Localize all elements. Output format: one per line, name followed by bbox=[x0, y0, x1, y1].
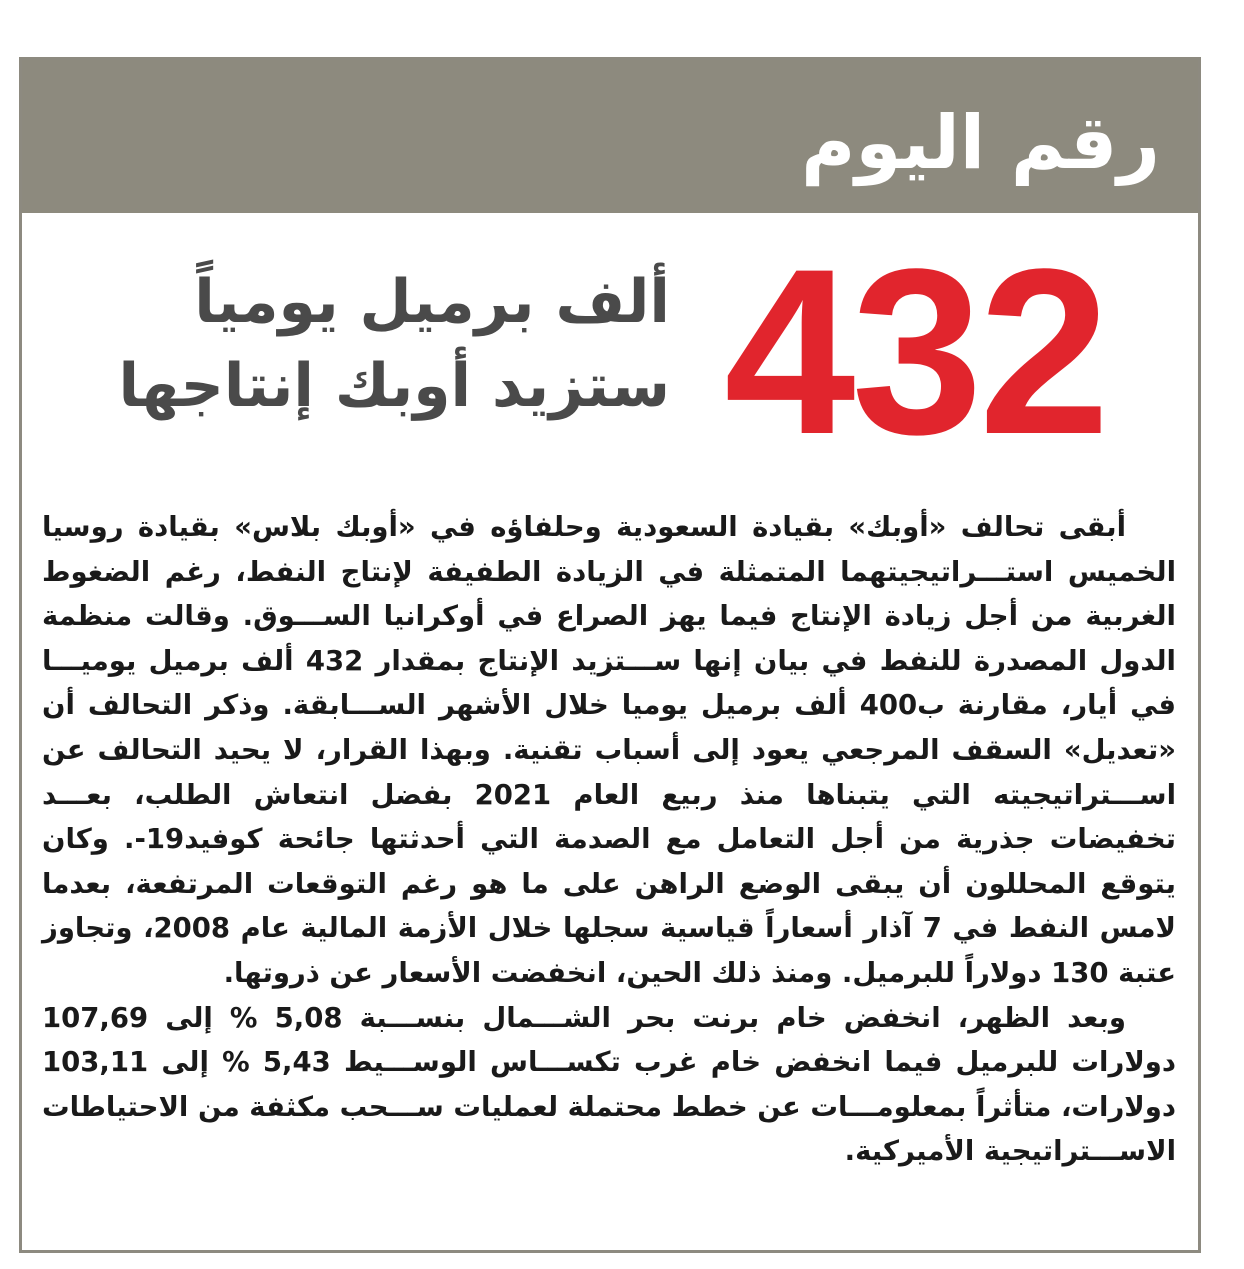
headline-number: 432 bbox=[724, 220, 1106, 484]
article-box bbox=[19, 57, 1201, 1253]
headline-line-2: ستزيد أوبك إنتاجها bbox=[118, 351, 670, 421]
article-body bbox=[42, 505, 1176, 1174]
body-paragraph-1: أبقى تحالف «أوبك» بقيادة السعودية وحلفاؤه في «أوبك بلاس» بقيادة روسيا الخميس استـــراتيجيتهما المتمثلة في الزيادة الطفيفة لإنتاج النفط، رغم الضغوط الغربية من أجل زيادة الإنتاج فيما يهز الصراع في أوكرانيا الســـوق. وقالت منظمة الدول المصدرة للنفط في بيان إنها ســـتزيد الإنتاج بمقدار 432 ألف برميل يوميـــا في أيار، مقارنة ب400 ألف برميل يوميا خلال الأشهر الســـابقة. وذكر التحالف أن «تعديل» السقف المرجعي يعود إلى أسباب تقنية. وبهذا القرار، لا يحيد التحالف عن اســـتراتيجيته التي يتبناها منذ ربيع العام 2021 بفضل انتعاش الطلب، بعـــد تخفيضات جذرية من أجل التعامل مع الصدمة التي أحدثتها جائحة كوفيد19-. وكان يتوقع المحللون أن يبقى الوضع الراهن على ما هو رغم التوقعات المرتفعة، بعدما لامس النفط في 7 آذار أسعاراً قياسية سجلها خلال الأزمة المالية عام 2008، وتجاوز عتبة 130 دولاراً للبرميل. ومنذ ذلك الحين، انخفضت الأسعار عن ذروتها. bbox=[42, 511, 1176, 989]
headline-line-1: ألف برميل يومياً bbox=[194, 267, 670, 337]
body-paragraph-2: وبعد الظهر، انخفض خام برنت بحر الشـــمال بنســـبة 5,08 % إلى 107,69 دولارات للبرميل فيما انخفض خام غرب تكســـاس الوســـيط 5,43 % إلى 103,11 دولارات، متأثراً بمعلومـــات عن خطط محتملة لعمليات ســـحب مكثفة من الاحتياطات الاســـتراتيجية الأميركية. bbox=[42, 1001, 1177, 1168]
header-band bbox=[22, 60, 1198, 213]
headline bbox=[50, 260, 670, 428]
section-title: رقم اليوم bbox=[801, 100, 1160, 186]
